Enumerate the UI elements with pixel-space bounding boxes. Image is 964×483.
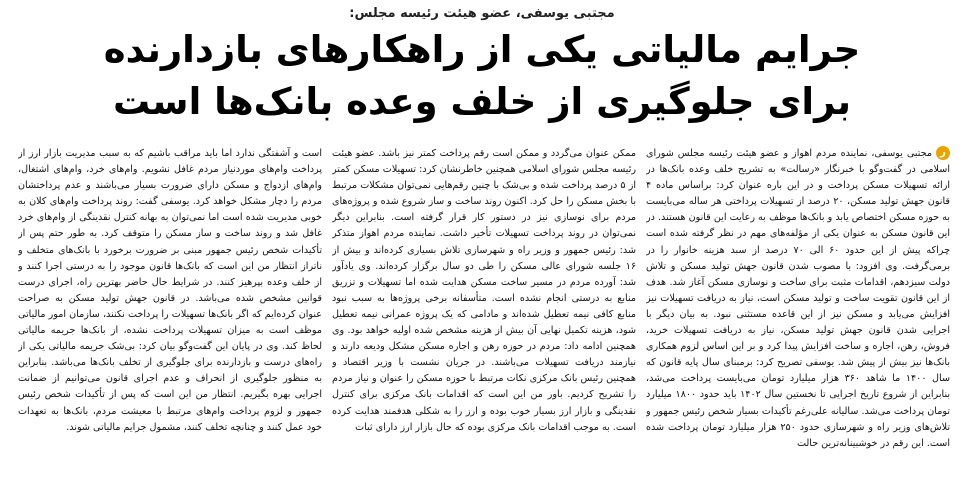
article-column-3	[18, 146, 322, 479]
headline-line-2: برای جلوگیری از خلف وعده بانک‌ها است	[113, 80, 851, 123]
article-column-1	[646, 146, 950, 479]
article-column-2	[332, 146, 636, 479]
article-body	[18, 146, 950, 479]
column-text: ممکن عنوان می‌گردد و ممکن است رقم پرداخت کمتر نیز باشد. عضو هیئت رئیسه مجلس شورای اسلامی همچنین خاطرنشان کرد: تسهیلات مسکن کمتر از ۵ درصد پرداخت شده و بی‌شک با چنین رقم‌هایی نمی‌توان مشکلات مرتبط با بخش مسکن را حل کرد. اکنون روند ساخت و ساز شروع شده و پروژه‌های مردم برای نوسازی نیز در دستور کار قرار گرفته است. بنابراین دیگر نمی‌توان در روند پرداخت تسهیلات تأخیر داشت. نماینده مردم اهواز متذکر شد: رئیس جمهور و وزیر راه و شهرسازی تلاش بسیاری کرده‌اند و بیش از ۱۶ جلسه شورای عالی مسکن را طی دو سال برگزار کرده‌اند. وی یادآور شد: آورده مردم در مسیر ساخت مسکن هدایت شده اما تسهیلات و تزریق منابع به درستی انجام نشده است. متأسفانه برخی پروژه‌ها به سبب نبود منابع کافی نیمه تعطیل شده‌اند و مادامی که یک پروژه عمرانی نیمه تعطیل شود، هزینه تکمیل نهایی آن بیش از هزینه مشخص شده اولیه خواهد بود. وی همچنین ادامه داد: مردم در حوزه رهن و اجاره مسکن مشکل ودیعه دارند و نیازمند دریافت تسهیلات می‌باشند. در جریان نشست با وزیر اقتصاد و همچنین رئیس بانک مرکزی نکات مرتبط با حوزه مسکن را عنوان و نیاز مردم را تشریح کردیم. باور من این است که اقدامات بانک مرکزی برای کنترل نقدینگی و بازار ارز بسیار خوب بوده و ارز را به شکلی هدفمند هدایت کرده است. به موجب اقدامات بانک مرکزی بوده که حال بازار ارز دارای ثبات	[332, 148, 636, 433]
column-text: است و آشفتگی ندارد اما باید مراقب باشیم که به سبب مدیریت بازار ارز از پرداخت وام‌های موردنیاز مردم غافل نشویم. وام‌های خرد، وام‌های اشتغال، وام‌های ازدواج و مسکن دارای ضرورت بسیار می‌باشند و عدم پرداختشان مردم را دچار مشکل خواهد کرد. یوسفی گفت: روند پرداخت وام‌های کلان به خوبی مدیریت شده است اما نمی‌توان به بهانه کنترل نقدینگی از وام‌های خرد غافل شد و روند ساخت و ساز مسکن را متوقف کرد. به طور حتم پس از تأکیدات شخص رئیس جمهور مبنی بر ضرورت برخورد با بانک‌های متخلف و ناتراز انتظار من این است که بانک‌ها قانون موجود را به درستی اجرا کنند و از خلف وعده بپرهیز کنند. در شرایط حال حاضر بهترین راه، اجرای درست قوانین مشخص شده می‌باشد. در قانون جهش تولید مسکن به صراحت عنوان کرده‌ایم که اگر بانک‌ها تسهیلات را پرداخت نکنند، سازمان امور مالیاتی موظف است به میزان تسهیلات پرداخت نشده، از بانک‌ها جریمه مالیاتی لحاظ کند. وی در پایان این گفت‌وگو بیان کرد: بی‌شک جریمه مالیاتی یکی از راه‌های درست و بازدارنده برای جلوگیری از تخلف بانک‌ها می‌باشد. بنابراین به منظور جلوگیری از انحراف و عدم اجرای قانون می‌توانیم از ضمانت اجرایی بهره بگیریم. انتظار من این است که پس از تأکیدات شخص رئیس جمهور و لزوم پرداخت وام‌های مرتبط با معیشت مردم، بانک‌ها به تعهدات خود عمل کنند و چنانچه تخلف کنند، مشمول جرایم مالیاتی شوند.	[18, 148, 322, 433]
column-text: مجتبی یوسفی، نماینده مردم اهواز و عضو هیئت رئیسه مجلس شورای اسلامی در گفت‌وگو با خبرنگار «رسالت» به تشریح خلف وعده بانک‌ها در ارائه تسهیلات مسکن پرداخت و در این باره عنوان کرد: براساس ماده ۴ قانون جهش تولید مسکن، ۲۰ درصد از تسهیلات پرداختی هر ساله می‌بایست به حوزه مسکن اختصاص یابد و بانک‌ها موظف به رعایت این قانون هستند. در این قانون مسکن به عنوان یکی از مؤلفه‌های مهم در نظر گرفته شده است چراکه پیش از این حدود ۶۰ الی ۷۰ درصد از سبد هزینه خانوار را در برمی‌گرفت. وی افزود: با مصوب شدن قانون جهش تولید مسکن و تلاش دولت سیزدهم، اقدامات مثبت برای ساخت و نوسازی مسکن آغاز شد. هدف از این قانون تقویت ساخت و تولید مسکن است، نیاز به دریافت تسهیلات نیز افزایش می‌یابد و مسکن نیز از این قاعده مستثنی نبود. به بیان دیگر با اجرایی شدن قانون جهش تولید مسکن، نیاز به دریافت تسهیلات خرید، فروش، رهن، اجاره و ساخت افزایش پیدا کرد و بر این اساس لزوم همکاری بانک‌ها نیز بیش از پیش شد. یوسفی تصریح کرد: برمبنای سال پایه قانون که سال ۱۴۰۰ ما شاهد ۳۶۰ هزار میلیارد تومان می‌بایست پرداخت می‌شد، بنابراین از شروع تاریخ اجرایی تا نخستین سال ۱۴۰۲ باید حدود ۱۸۰۰ میلیارد تومان پرداخت می‌شد. سالیانه علی‌رغم تأکیدات بسیار شخص رئیس جمهور و تلاش‌های وزیر راه و شهرسازی حدود ۲۵۰ هزار میلیارد تومان پرداخت شده است. این رقم در خوشبینانه‌ترین حالت	[646, 148, 950, 449]
resalat-logo-icon: ر	[936, 146, 950, 160]
headline-line-1: جرایم مالیاتی یکی از راهکارهای بازدارنده	[103, 28, 861, 71]
article-kicker: مجتبی یوسفی، عضو هیئت رئیسه مجلس:	[349, 6, 615, 21]
